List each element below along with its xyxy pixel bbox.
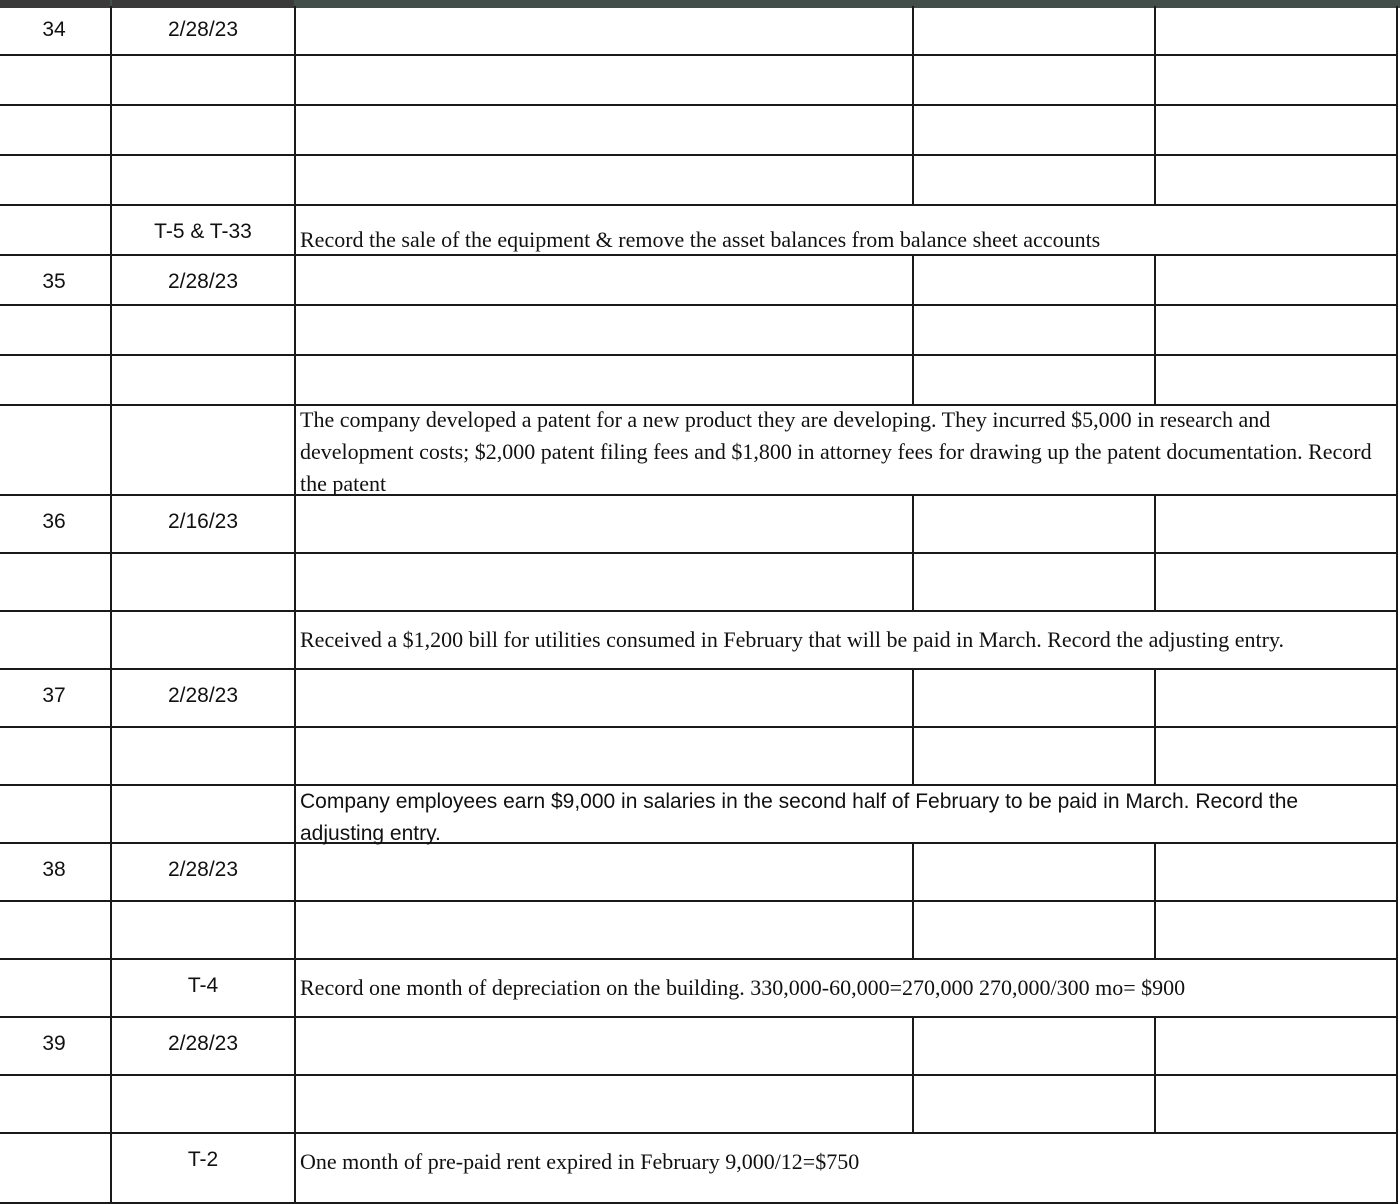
journal-row xyxy=(0,728,1400,786)
account-title-cell[interactable] xyxy=(294,256,914,306)
entry-number: 34 xyxy=(42,18,66,41)
entry-number-cell[interactable] xyxy=(0,1134,112,1204)
debit-cell[interactable] xyxy=(912,6,1156,56)
journal-row xyxy=(0,406,1400,496)
entry-date-cell[interactable] xyxy=(110,106,296,156)
entry-date-cell[interactable] xyxy=(110,1134,296,1204)
debit-cell[interactable] xyxy=(912,306,1156,356)
entry-number-cell[interactable] xyxy=(0,902,112,960)
entry-date-cell[interactable] xyxy=(110,406,296,496)
credit-cell[interactable] xyxy=(1154,306,1398,356)
entry-number-cell[interactable] xyxy=(0,960,112,1018)
entry-date-cell[interactable] xyxy=(110,902,296,960)
entry-date: 2/28/23 xyxy=(167,858,239,881)
journal-row xyxy=(0,1134,1400,1204)
credit-cell[interactable] xyxy=(1154,6,1398,56)
entry-date: 2/16/23 xyxy=(167,510,239,533)
journal-row xyxy=(0,554,1400,612)
debit-cell[interactable] xyxy=(912,1076,1156,1134)
entry-date-cell[interactable] xyxy=(110,960,296,1018)
entry-number-cell[interactable] xyxy=(0,206,112,256)
journal-row xyxy=(0,256,1400,306)
credit-cell[interactable] xyxy=(1154,256,1398,306)
entry-number-cell[interactable] xyxy=(0,356,112,406)
entry-description: The company developed a patent for a new product they are developing. They incurred $5,000 in research and development costs; $2,000 patent filing fees and $1,800 in attorney fees for drawing up the patent documentation. Record the patent xyxy=(300,407,1372,496)
entry-date-cell[interactable] xyxy=(110,356,296,406)
entry-date: 2/28/23 xyxy=(167,684,239,707)
entry-date-cell[interactable] xyxy=(110,1076,296,1134)
entry-number: 37 xyxy=(42,684,66,707)
account-title-cell[interactable] xyxy=(294,554,914,612)
account-title-cell[interactable] xyxy=(294,728,914,786)
debit-cell[interactable] xyxy=(912,256,1156,306)
journal-row xyxy=(0,1076,1400,1134)
entry-number-cell[interactable] xyxy=(0,1076,112,1134)
account-title-cell[interactable] xyxy=(294,670,914,728)
debit-cell[interactable] xyxy=(912,554,1156,612)
credit-cell[interactable] xyxy=(1154,728,1398,786)
account-title-cell[interactable] xyxy=(294,56,914,106)
entry-date: 2/28/23 xyxy=(167,1032,239,1055)
entry-description: Received a $1,200 bill for utilities consumed in February that will be paid in March. Record the adjusting entry. xyxy=(300,627,1285,652)
entry-description-cell[interactable] xyxy=(294,1134,1398,1204)
entry-number-cell[interactable] xyxy=(0,786,112,844)
journal-row xyxy=(0,612,1400,670)
debit-cell[interactable] xyxy=(912,106,1156,156)
journal-row xyxy=(0,306,1400,356)
entry-date-cell[interactable] xyxy=(110,670,296,728)
entry-number-cell[interactable] xyxy=(0,256,112,306)
entry-date-cell[interactable] xyxy=(110,256,296,306)
debit-cell[interactable] xyxy=(912,728,1156,786)
entry-description: Record one month of depreciation on the building. 330,000-60,000=270,000 270,000/300 mo= $900 xyxy=(300,975,1186,1000)
entry-date-cell[interactable] xyxy=(110,206,296,256)
account-title-cell[interactable] xyxy=(294,1076,914,1134)
entry-number: 38 xyxy=(42,858,66,881)
entry-number-cell[interactable] xyxy=(0,156,112,206)
entry-date-cell[interactable] xyxy=(110,554,296,612)
entry-date-cell[interactable] xyxy=(110,156,296,206)
entry-number: 35 xyxy=(42,270,66,293)
entry-description-cell[interactable] xyxy=(294,786,1398,844)
entry-description: Record the sale of the equipment & remove the asset balances from balance sheet accounts xyxy=(300,227,1101,252)
entry-number: 39 xyxy=(42,1032,66,1055)
entry-date: T-2 xyxy=(187,1148,219,1171)
account-title-cell[interactable] xyxy=(294,306,914,356)
credit-cell[interactable] xyxy=(1154,554,1398,612)
journal-row xyxy=(0,156,1400,206)
entry-description-cell[interactable] xyxy=(294,206,1398,256)
entry-number-cell[interactable] xyxy=(0,844,112,902)
entry-date-cell[interactable] xyxy=(110,496,296,554)
entry-number-cell[interactable] xyxy=(0,6,112,56)
entry-number-cell[interactable] xyxy=(0,306,112,356)
entry-number-cell[interactable] xyxy=(0,56,112,106)
debit-cell[interactable] xyxy=(912,56,1156,106)
credit-cell[interactable] xyxy=(1154,902,1398,960)
entry-date: T-5 & T-33 xyxy=(154,220,252,243)
credit-cell[interactable] xyxy=(1154,1018,1398,1076)
entry-date: 2/28/23 xyxy=(167,18,239,41)
journal-row xyxy=(0,1018,1400,1076)
entry-number-cell[interactable] xyxy=(0,554,112,612)
account-title-cell[interactable] xyxy=(294,496,914,554)
entry-date-cell[interactable] xyxy=(110,786,296,844)
journal-row xyxy=(0,356,1400,406)
entry-number: 36 xyxy=(42,510,66,533)
entry-description: Company employees earn $9,000 in salaries in the second half of February to be paid in March. Record the adjusting entry. xyxy=(300,790,1299,845)
journal-row xyxy=(0,6,1400,56)
entry-number-cell[interactable] xyxy=(0,106,112,156)
entry-description-cell[interactable] xyxy=(294,960,1398,1018)
entry-date-cell[interactable] xyxy=(110,56,296,106)
entry-number-cell[interactable] xyxy=(0,1018,112,1076)
account-title-cell[interactable] xyxy=(294,356,914,406)
account-title-cell[interactable] xyxy=(294,106,914,156)
account-title-cell[interactable] xyxy=(294,844,914,902)
credit-cell[interactable] xyxy=(1154,106,1398,156)
credit-cell[interactable] xyxy=(1154,1076,1398,1134)
journal-row xyxy=(0,844,1400,902)
debit-cell[interactable] xyxy=(912,356,1156,406)
entry-date-cell[interactable] xyxy=(110,6,296,56)
account-title-cell[interactable] xyxy=(294,6,914,56)
entry-number-cell[interactable] xyxy=(0,612,112,670)
account-title-cell[interactable] xyxy=(294,156,914,206)
entry-date-cell[interactable] xyxy=(110,612,296,670)
entry-date-cell[interactable] xyxy=(110,306,296,356)
entry-date-cell[interactable] xyxy=(110,1018,296,1076)
journal-row xyxy=(0,670,1400,728)
journal-row xyxy=(0,902,1400,960)
credit-cell[interactable] xyxy=(1154,356,1398,406)
credit-cell[interactable] xyxy=(1154,844,1398,902)
entry-date-cell[interactable] xyxy=(110,844,296,902)
debit-cell[interactable] xyxy=(912,902,1156,960)
entry-description-cell[interactable] xyxy=(294,406,1398,496)
credit-cell[interactable] xyxy=(1154,670,1398,728)
entry-description-cell[interactable] xyxy=(294,612,1398,670)
entry-date: 2/28/23 xyxy=(167,270,239,293)
entry-number-cell[interactable] xyxy=(0,496,112,554)
journal-row xyxy=(0,106,1400,156)
journal-row xyxy=(0,960,1400,1018)
debit-cell[interactable] xyxy=(912,156,1156,206)
account-title-cell[interactable] xyxy=(294,1018,914,1076)
debit-cell[interactable] xyxy=(912,496,1156,554)
debit-cell[interactable] xyxy=(912,670,1156,728)
entry-number-cell[interactable] xyxy=(0,406,112,496)
account-title-cell[interactable] xyxy=(294,902,914,960)
entry-number-cell[interactable] xyxy=(0,728,112,786)
entry-description: One month of pre-paid rent expired in February 9,000/12=$750 xyxy=(300,1149,860,1174)
debit-cell[interactable] xyxy=(912,844,1156,902)
entry-date-cell[interactable] xyxy=(110,728,296,786)
credit-cell[interactable] xyxy=(1154,496,1398,554)
credit-cell[interactable] xyxy=(1154,56,1398,106)
journal-row xyxy=(0,206,1400,256)
debit-cell[interactable] xyxy=(912,1018,1156,1076)
entry-date: T-4 xyxy=(187,974,219,997)
journal-row xyxy=(0,496,1400,554)
journal-row xyxy=(0,786,1400,844)
entry-number-cell[interactable] xyxy=(0,670,112,728)
journal-row xyxy=(0,56,1400,106)
credit-cell[interactable] xyxy=(1154,156,1398,206)
